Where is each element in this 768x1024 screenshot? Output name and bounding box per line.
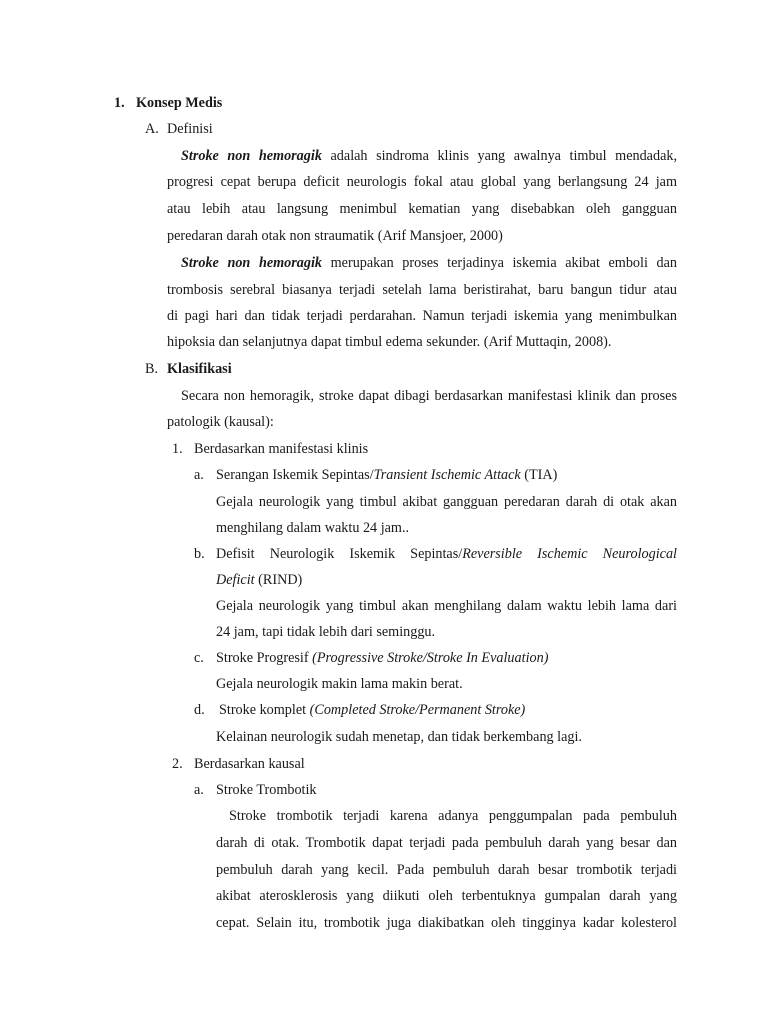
trombotik-line3: pembuluh darah yang kecil. Pada pembuluh darah besar trombotik terjadi <box>216 862 677 878</box>
trombotik-line2: darah di otak. Trombotik dapat terjadi pada pembuluh darah yang besar dan <box>216 835 677 851</box>
item1-b-name: Defisit Neurologik Iskemik Sepintas/Reversible Ischemic Neurological <box>216 546 677 562</box>
item1-b-marker: b. <box>194 546 205 562</box>
item1-b-desc-line1: Gejala neurologik yang timbul akan menghilang dalam waktu lebih lama dari <box>216 598 677 614</box>
item1-a-marker: a. <box>194 467 204 483</box>
item1-marker: 1. <box>172 441 183 457</box>
item2-title: Berdasarkan kausal <box>194 756 305 772</box>
item1-title: Berdasarkan manifestasi klinis <box>194 441 369 457</box>
item1-d-desc: Kelainan neurologik sudah menetap, dan tidak berkembang lagi. <box>216 729 583 745</box>
item2-marker: 2. <box>172 756 183 772</box>
item1-a-desc-line1: Gejala neurologik yang timbul akibat gangguan peredaran darah di otak akan <box>216 494 677 510</box>
term: Stroke non hemoragik <box>181 255 323 271</box>
item1-c-name: Stroke Progresif (Progressive Stroke/Stroke In Evaluation) <box>216 650 549 666</box>
item1-a-name: Serangan Iskemik Sepintas/Transient Ischemic Attack (TIA) <box>216 467 558 483</box>
section-number: 1. <box>114 95 125 111</box>
definition-p2-line4: hipoksia dan selanjutnya dapat timbul edema sekunder. (Arif Muttaqin, 2008). <box>167 334 612 350</box>
item1-d-name: Stroke komplet (Completed Stroke/Permanent Stroke) <box>219 702 526 718</box>
definition-p1-line1: Stroke non hemoragik adalah sindroma klinis yang awalnya timbul mendadak, <box>181 148 678 164</box>
section-title: Konsep Medis <box>136 95 223 111</box>
trombotik-line5: cepat. Selain itu, trombotik juga diakibatkan oleh tingginya kadar kolesterol <box>216 915 677 931</box>
definition-p2-line3: di pagi hari dan tidak terjadi perdarahan. Namun terjadi iskemia yang menimbulkan <box>167 308 677 324</box>
item2-a-name: Stroke Trombotik <box>216 782 317 798</box>
item1-a-desc-line2: menghilang dalam waktu 24 jam.. <box>216 520 410 536</box>
definition-p2-line2: trombosis serebral biasanya terjadi setelah lama beristirahat, baru bangun tidur atau <box>167 282 677 298</box>
item1-c-marker: c. <box>194 650 204 666</box>
trombotik-line1: Stroke trombotik terjadi karena adanya penggumpalan pada pembuluh <box>229 808 677 824</box>
item2-a-marker: a. <box>194 782 204 798</box>
definition-p1-line2: progresi cepat berupa deficit neurologis fokal atau global yang berlangsung 24 jam <box>167 174 677 190</box>
term: Stroke non hemoragik <box>181 148 322 164</box>
item1-b-desc-line2: 24 jam, tapi tidak lebih dari seminggu. <box>216 624 436 640</box>
item1-c-desc: Gejala neurologik makin lama makin berat. <box>216 676 463 692</box>
item1-d-marker: d. <box>194 702 205 718</box>
definition-p1-line4: peredaran darah otak non straumatik (Arif Mansjoer, 2000) <box>167 228 503 244</box>
classification-intro-line1: Secara non hemoragik, stroke dapat dibagi berdasarkan manifestasi klinik dan proses <box>181 388 677 404</box>
classification-intro-line2: patologik (kausal): <box>167 414 274 430</box>
definition-p1-line3: atau lebih atau langsung menimbul kematian yang disebabkan oleh gangguan <box>167 201 677 217</box>
trombotik-line4: akibat aterosklerosis yang diikuti oleh terbentuknya gumpalan darah yang <box>216 888 677 904</box>
subsection-a-marker: A. <box>145 121 159 137</box>
subsection-b-title: Klasifikasi <box>167 361 232 377</box>
item1-b-name-cont: Deficit (RIND) <box>216 572 303 588</box>
subsection-a-title: Definisi <box>167 121 213 137</box>
subsection-b-marker: B. <box>145 361 159 377</box>
definition-p2-line1: Stroke non hemoragik merupakan proses terjadinya iskemia akibat emboli dan <box>181 255 678 271</box>
